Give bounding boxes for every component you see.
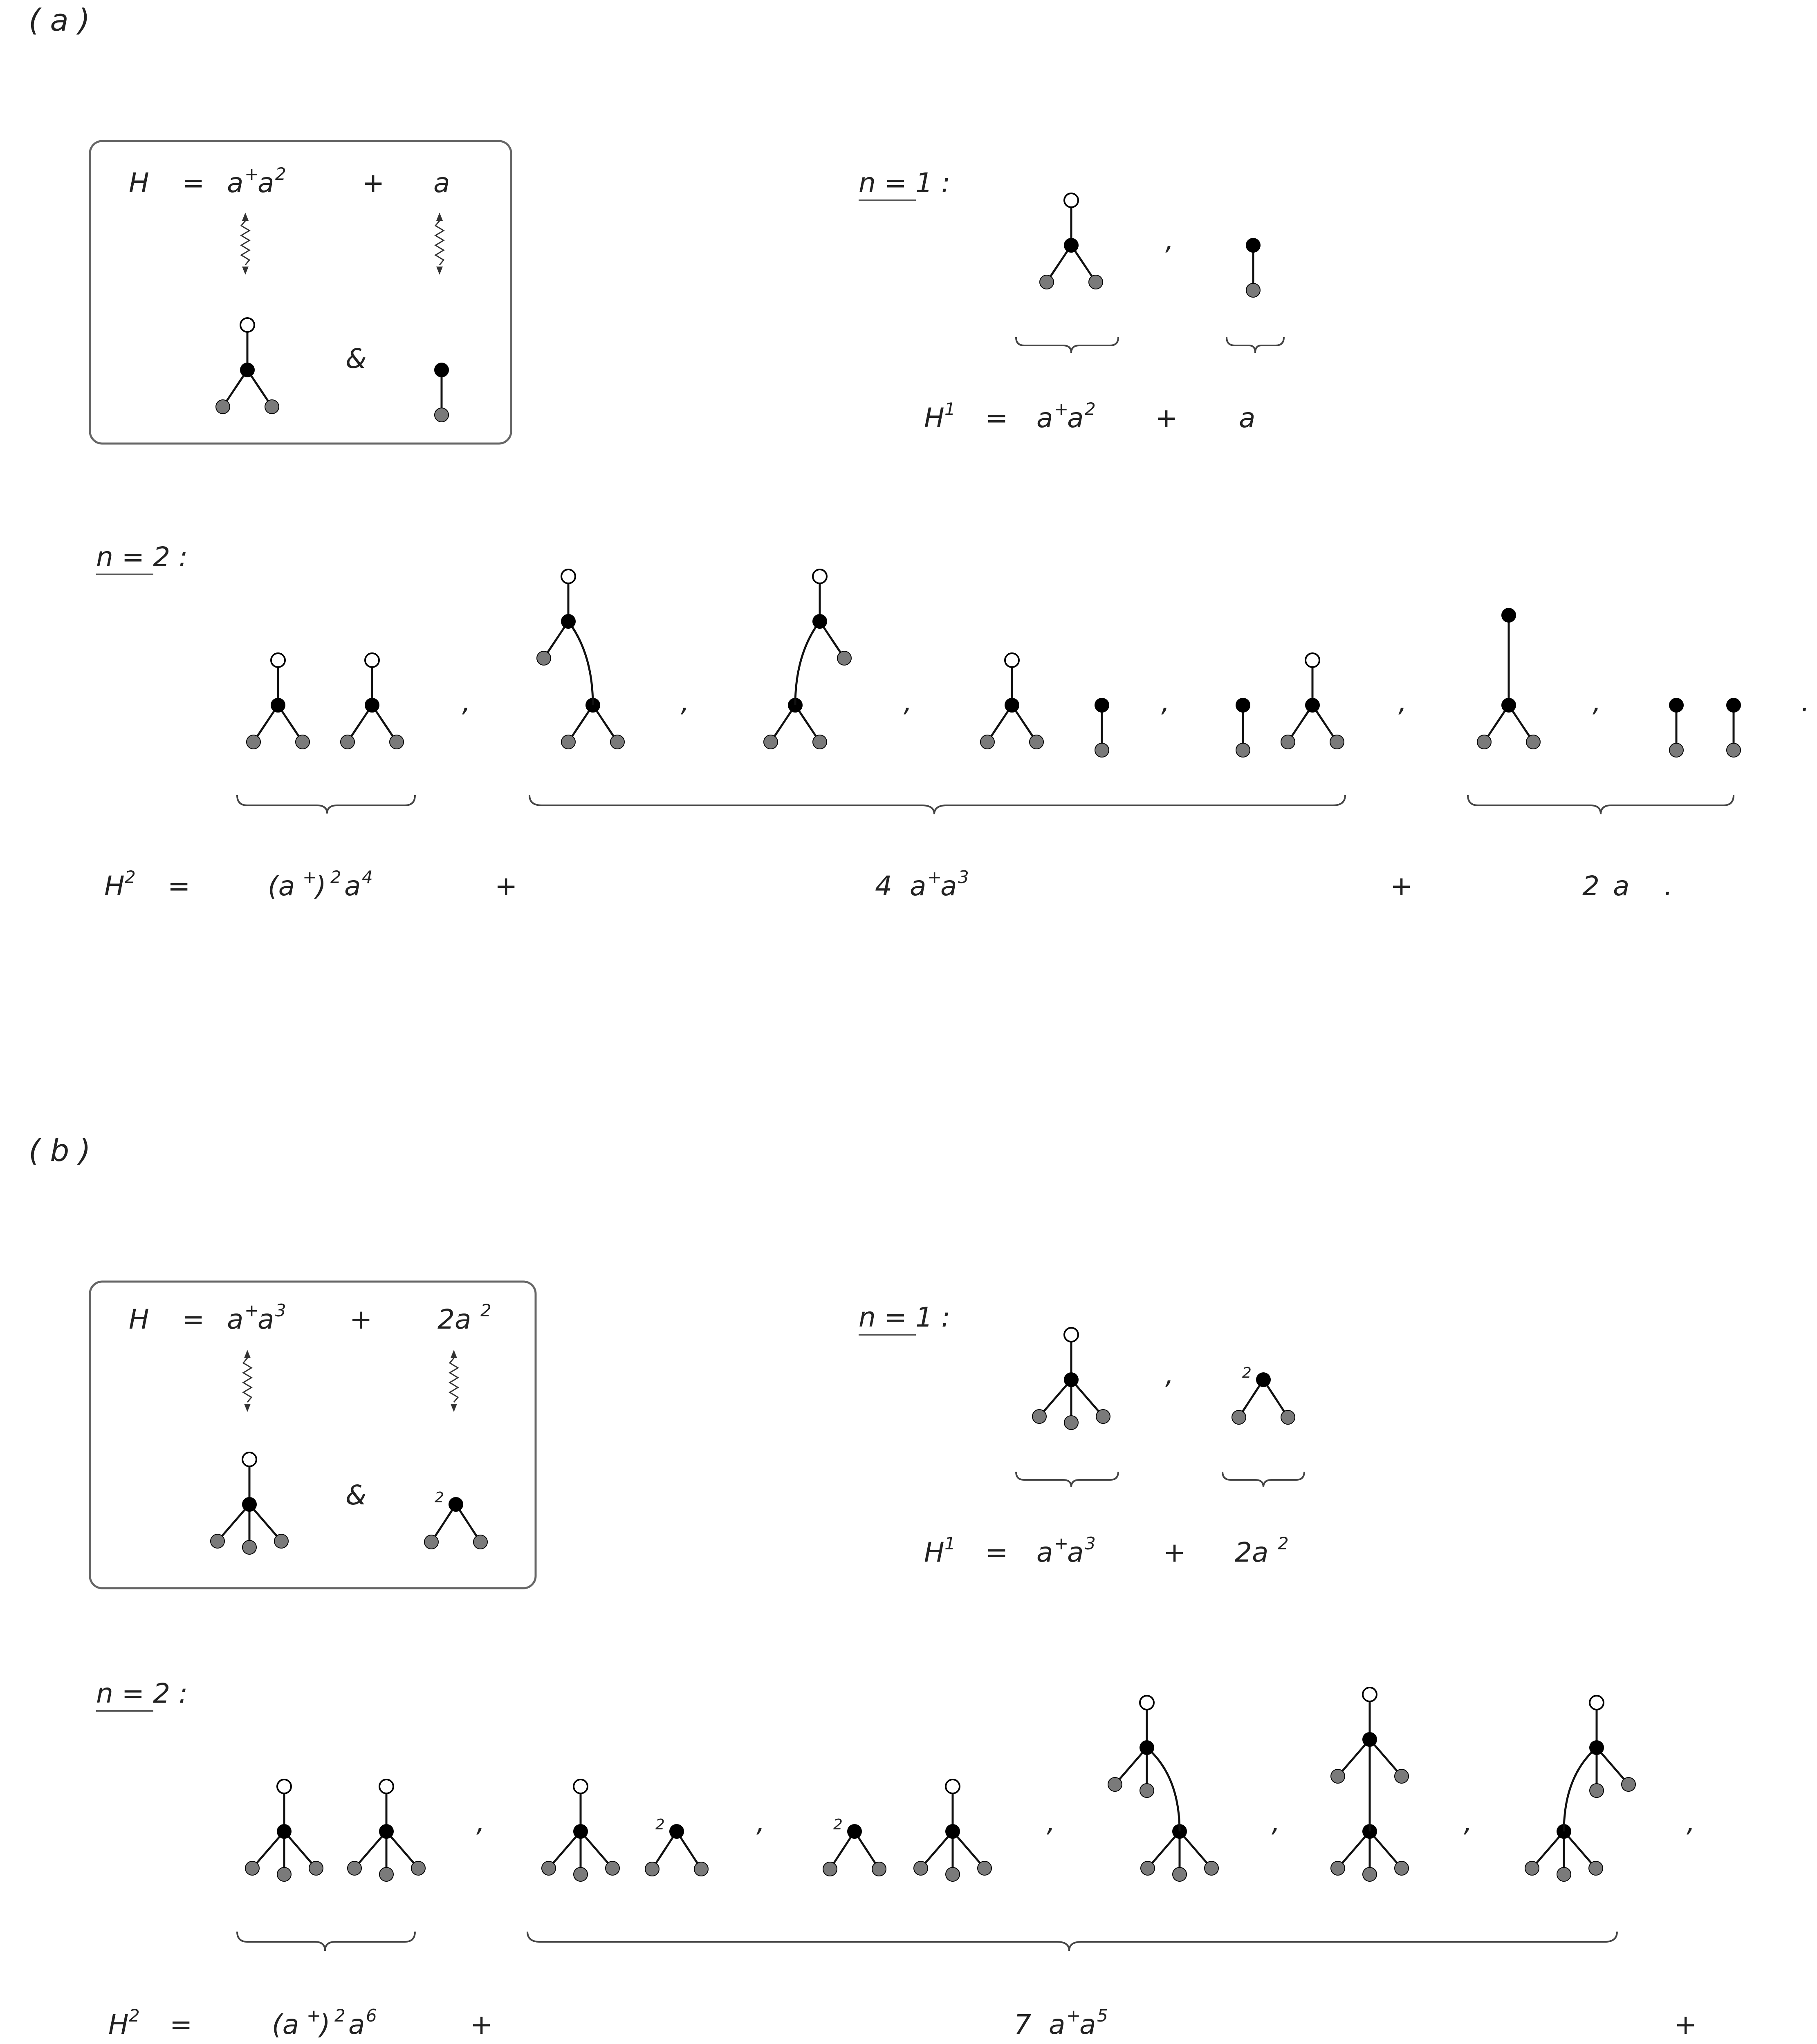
grey-vertex [1477, 735, 1491, 749]
b-n2-comma-1: , [476, 1806, 485, 1838]
grey-vertex [606, 1861, 619, 1875]
b-n1-term2-sup: 2 [1278, 1533, 1289, 1553]
grey-vertex [645, 1862, 659, 1876]
grey-vertex [247, 735, 260, 749]
a-n2-eq-lhs-sup: 2 [125, 867, 136, 887]
b-n2-term1-sup3: 6 [366, 2006, 377, 2026]
white-vertex [1005, 653, 1019, 667]
grey-vertex [1589, 1861, 1603, 1875]
b-n2-term1-close: ) [320, 2009, 330, 2040]
a-n2-period: . [1801, 686, 1810, 718]
a-n2-term2-sup2: 3 [958, 867, 969, 887]
a-n1-comma: , [1165, 224, 1174, 256]
a-n2-term1-close: ) [316, 870, 326, 902]
black-vertex [242, 1497, 256, 1511]
a-n2-comma-6: , [1593, 686, 1601, 718]
black-vertex [271, 698, 285, 712]
a-n2-term3: a [1613, 870, 1630, 902]
grey-vertex [1096, 1410, 1110, 1423]
black-vertex [1502, 698, 1516, 712]
grey-vertex [1557, 1867, 1571, 1881]
b-n2-term2-sup1: + [1066, 2006, 1081, 2026]
grey-vertex [341, 735, 354, 749]
grey-vertex [1032, 1410, 1046, 1423]
b-n2-comma-3: , [1047, 1806, 1055, 1838]
a-n2-comma-2: , [681, 686, 689, 718]
a-n2-plus-2: + [1390, 870, 1413, 902]
panel-a-label: ( a ) [29, 3, 90, 38]
a-box-plus: + [362, 167, 385, 199]
a-n2-comma-3: , [904, 686, 912, 718]
grey-vertex [1669, 743, 1683, 757]
grey-vertex [837, 651, 851, 665]
b-n2-term1-open: (a [272, 2009, 299, 2040]
grey-vertex [610, 735, 624, 749]
grey-vertex [1040, 275, 1054, 289]
grey-vertex [1331, 1861, 1345, 1875]
b-n2-eq-lhs-sup: 2 [129, 2006, 140, 2026]
vertex-label: 2 [435, 1489, 444, 1506]
b-box-term1-sup2: 3 [275, 1300, 286, 1320]
black-vertex [1005, 698, 1019, 712]
vertex-label: 2 [833, 1816, 843, 1833]
grey-vertex [694, 1862, 708, 1876]
b-n2-comma-2: , [756, 1806, 765, 1838]
white-vertex [561, 569, 575, 583]
b-n2-comma-6: , [1687, 1806, 1695, 1838]
grey-vertex [1363, 1867, 1377, 1881]
grey-vertex [435, 408, 449, 422]
a-n1-term2: a [1239, 402, 1256, 434]
a-box-eq: = [182, 167, 205, 199]
a-n2-term1-sup3: 4 [362, 867, 373, 887]
grey-vertex [914, 1861, 928, 1875]
grey-vertex [309, 1861, 323, 1875]
b-box-term2-sup: 2 [480, 1300, 491, 1320]
a-n2-brace-3 [1468, 795, 1734, 814]
b-n1-eq: = [985, 1537, 1008, 1568]
b-n1-term1-sup1: + [1054, 1533, 1069, 1553]
a-n2-term3-coef: 2 [1582, 870, 1599, 902]
grey-vertex [1089, 275, 1103, 289]
grey-vertex [390, 735, 404, 749]
b-n1-brace-1 [1016, 1472, 1118, 1487]
grey-vertex [764, 735, 778, 749]
grey-vertex [1330, 735, 1344, 749]
white-vertex [574, 1780, 588, 1793]
white-vertex [1306, 653, 1319, 667]
black-vertex [1064, 238, 1078, 252]
white-vertex [1363, 1688, 1377, 1701]
a-n2-label: n = 2 : [96, 541, 188, 573]
b-box-term2: 2a [437, 1304, 471, 1335]
a-n2-term2-sup1: + [927, 867, 942, 887]
b-n2-label: n = 2 : [96, 1678, 188, 1709]
b-n2-comma-4: , [1272, 1806, 1280, 1838]
black-vertex [1502, 608, 1516, 622]
black-vertex [574, 1824, 588, 1838]
a-n1-term1-sup2: 2 [1085, 399, 1096, 419]
grey-vertex [1173, 1867, 1187, 1881]
grey-vertex [1727, 743, 1741, 757]
a-n2-term1-open: (a [268, 870, 295, 902]
black-vertex [670, 1824, 684, 1838]
black-vertex [240, 363, 254, 377]
black-vertex [435, 363, 449, 377]
black-vertex [1256, 1373, 1270, 1387]
grey-vertex [561, 735, 575, 749]
a-n2-term1-sup1: + [303, 867, 317, 887]
b-n1-term2: 2a [1235, 1537, 1269, 1568]
panel-b-label: ( b ) [29, 1133, 91, 1168]
a-n2-end: . [1664, 870, 1673, 902]
a-n1-plus: + [1155, 402, 1178, 434]
black-vertex [1095, 698, 1109, 712]
a-n2-term2-b: a [940, 870, 957, 902]
grey-vertex [1281, 1410, 1295, 1424]
b-n2-plus-1: + [470, 2009, 493, 2040]
white-vertex [946, 1780, 960, 1793]
black-vertex [365, 698, 379, 712]
a-n2-plus-1: + [495, 870, 518, 902]
grey-vertex [872, 1862, 886, 1876]
grey-vertex [542, 1861, 556, 1875]
grey-vertex [1064, 1416, 1078, 1430]
white-vertex [277, 1780, 291, 1793]
grey-vertex [1395, 1769, 1409, 1783]
grey-vertex [1095, 743, 1109, 757]
b-n1-term1-b: a [1067, 1537, 1084, 1568]
b-n2-term1-b: a [348, 2009, 365, 2040]
grey-vertex [411, 1861, 425, 1875]
b-box-lhs: H [129, 1304, 149, 1335]
grey-vertex [1232, 1410, 1246, 1424]
grey-vertex [1205, 1861, 1218, 1875]
a-box-term1-sup1: + [245, 164, 259, 184]
b-n1-brace-2 [1223, 1472, 1304, 1487]
grey-vertex [424, 1535, 438, 1549]
a-n2-brace-2 [529, 795, 1345, 814]
grey-vertex [1525, 1861, 1539, 1875]
b-n2-eq-lhs: H [108, 2009, 129, 2040]
a-n1-term1-b: a [1067, 402, 1084, 434]
grey-vertex [1141, 1861, 1155, 1875]
grey-vertex [379, 1867, 393, 1881]
b-n2-plus-2: + [1674, 2009, 1697, 2040]
a-n2-eq: = [168, 870, 191, 902]
b-n2-term1-sup2: 2 [334, 2006, 345, 2026]
b-n1-term1: a [1036, 1537, 1053, 1568]
grey-vertex [1108, 1777, 1122, 1791]
grey-vertex [1246, 283, 1260, 297]
a-box-term1: a [227, 167, 244, 199]
black-vertex [379, 1824, 393, 1838]
grey-vertex [245, 1861, 259, 1875]
white-vertex [240, 318, 254, 332]
b-n2-brace-2 [527, 1932, 1617, 1951]
grey-vertex [277, 1867, 291, 1881]
a-box-term2: a [433, 167, 450, 199]
a-n2-term1-b: a [344, 870, 361, 902]
grey-vertex [473, 1535, 487, 1549]
b-n2-term1-sup1: + [307, 2006, 321, 2026]
white-vertex [242, 1452, 256, 1466]
vertex-label: 2 [655, 1816, 665, 1833]
black-vertex [1363, 1732, 1377, 1746]
white-vertex [379, 1780, 393, 1793]
white-vertex [271, 653, 285, 667]
a-n2-graphs [247, 569, 1741, 757]
b-n1-label: n = 1 : [859, 1302, 951, 1333]
grey-vertex [946, 1867, 960, 1881]
black-vertex [1064, 1373, 1078, 1387]
a-n1-brace-2 [1227, 337, 1284, 353]
grey-vertex [242, 1540, 256, 1554]
b-n1-comma: , [1165, 1359, 1174, 1390]
grey-vertex [296, 735, 310, 749]
black-vertex [946, 1824, 960, 1838]
a-n1-eq-lhs: H [924, 402, 944, 434]
a-n2-term1-sup2: 2 [330, 867, 341, 887]
grey-vertex [980, 735, 994, 749]
graph-edge [568, 621, 593, 705]
b-n1-eq-lhs-sup: 1 [944, 1533, 956, 1553]
a-n1-label: n = 1 : [859, 167, 951, 199]
a-n1-eq-lhs-sup: 1 [944, 399, 956, 419]
a-box-term1-sup2: 2 [275, 164, 286, 184]
black-vertex [1306, 698, 1319, 712]
white-vertex [1590, 1696, 1604, 1710]
grey-vertex [823, 1862, 837, 1876]
black-vertex [1236, 698, 1250, 712]
white-vertex [1064, 193, 1078, 207]
grey-vertex [813, 735, 827, 749]
b-n1-eq-lhs: H [924, 1537, 944, 1568]
grey-vertex [265, 400, 279, 414]
grey-vertex [211, 1534, 224, 1548]
a-n2-brace-1 [237, 795, 415, 814]
a-box-ampersand: & [345, 343, 367, 374]
a-n2-comma-1: , [462, 686, 471, 718]
white-vertex [365, 653, 379, 667]
grey-vertex [1590, 1784, 1604, 1797]
black-vertex [1140, 1741, 1154, 1755]
white-vertex [1140, 1696, 1154, 1710]
white-vertex [813, 569, 827, 583]
b-n1-graphs [1032, 1328, 1295, 1430]
b-box-ampersand: & [345, 1479, 367, 1511]
grey-vertex [216, 400, 230, 414]
a-box-term1-b: a [258, 167, 274, 199]
black-vertex [1246, 238, 1260, 252]
grey-vertex [274, 1534, 288, 1548]
grey-vertex [1395, 1861, 1409, 1875]
black-vertex [1590, 1741, 1604, 1755]
black-vertex [561, 614, 575, 628]
b-box-term1-sup1: + [245, 1300, 259, 1320]
graph-edge [795, 621, 820, 705]
grey-vertex [978, 1861, 991, 1875]
black-vertex [449, 1497, 463, 1511]
grey-vertex [1236, 743, 1250, 757]
a-n2-term2-coef: 4 [875, 870, 892, 902]
b-n2-term2-sup2: 5 [1097, 2006, 1108, 2026]
grey-vertex [1281, 735, 1295, 749]
b-n2-graphs [245, 1688, 1635, 1881]
black-vertex [277, 1824, 291, 1838]
b-n2-term2-coef: 7 [1014, 2009, 1031, 2040]
b-n2-term2-b: a [1079, 2009, 1096, 2040]
a-n1-term1-sup1: + [1054, 399, 1069, 419]
b-box-eq: = [182, 1304, 205, 1335]
b-n2-eq: = [170, 2009, 193, 2040]
a-n2-eq-lhs: H [104, 870, 125, 902]
grey-vertex [1140, 1784, 1154, 1797]
white-vertex [1064, 1328, 1078, 1342]
b-box-term1-b: a [258, 1304, 274, 1335]
black-vertex [848, 1824, 861, 1838]
b-n2-comma-5: , [1464, 1806, 1472, 1838]
a-n1-eq: = [985, 402, 1008, 434]
b-box-plus: + [350, 1304, 372, 1335]
b-n2-brace-1 [237, 1932, 415, 1951]
b-n1-plus: + [1163, 1537, 1186, 1568]
grey-vertex [1331, 1769, 1345, 1783]
a-n2-comma-4: , [1161, 686, 1170, 718]
grey-vertex [537, 651, 551, 665]
black-vertex [1669, 698, 1683, 712]
b-n1-term1-sup2: 3 [1085, 1533, 1096, 1553]
b-box-term1: a [227, 1304, 244, 1335]
a-n1-term1: a [1036, 402, 1053, 434]
a-n1-graphs [1040, 193, 1260, 297]
black-vertex [813, 614, 827, 628]
grey-vertex [1622, 1777, 1635, 1791]
grey-vertex [1030, 735, 1043, 749]
a-n1-brace-1 [1016, 337, 1118, 353]
a-n2-comma-5: , [1398, 686, 1407, 718]
grey-vertex [348, 1861, 361, 1875]
a-box-lhs: H [129, 167, 149, 199]
a-n2-term2: a [910, 870, 926, 902]
black-vertex [1727, 698, 1741, 712]
vertex-label: 2 [1242, 1365, 1252, 1381]
b-n2-term2: a [1049, 2009, 1066, 2040]
grey-vertex [574, 1867, 588, 1881]
grey-vertex [1526, 735, 1540, 749]
